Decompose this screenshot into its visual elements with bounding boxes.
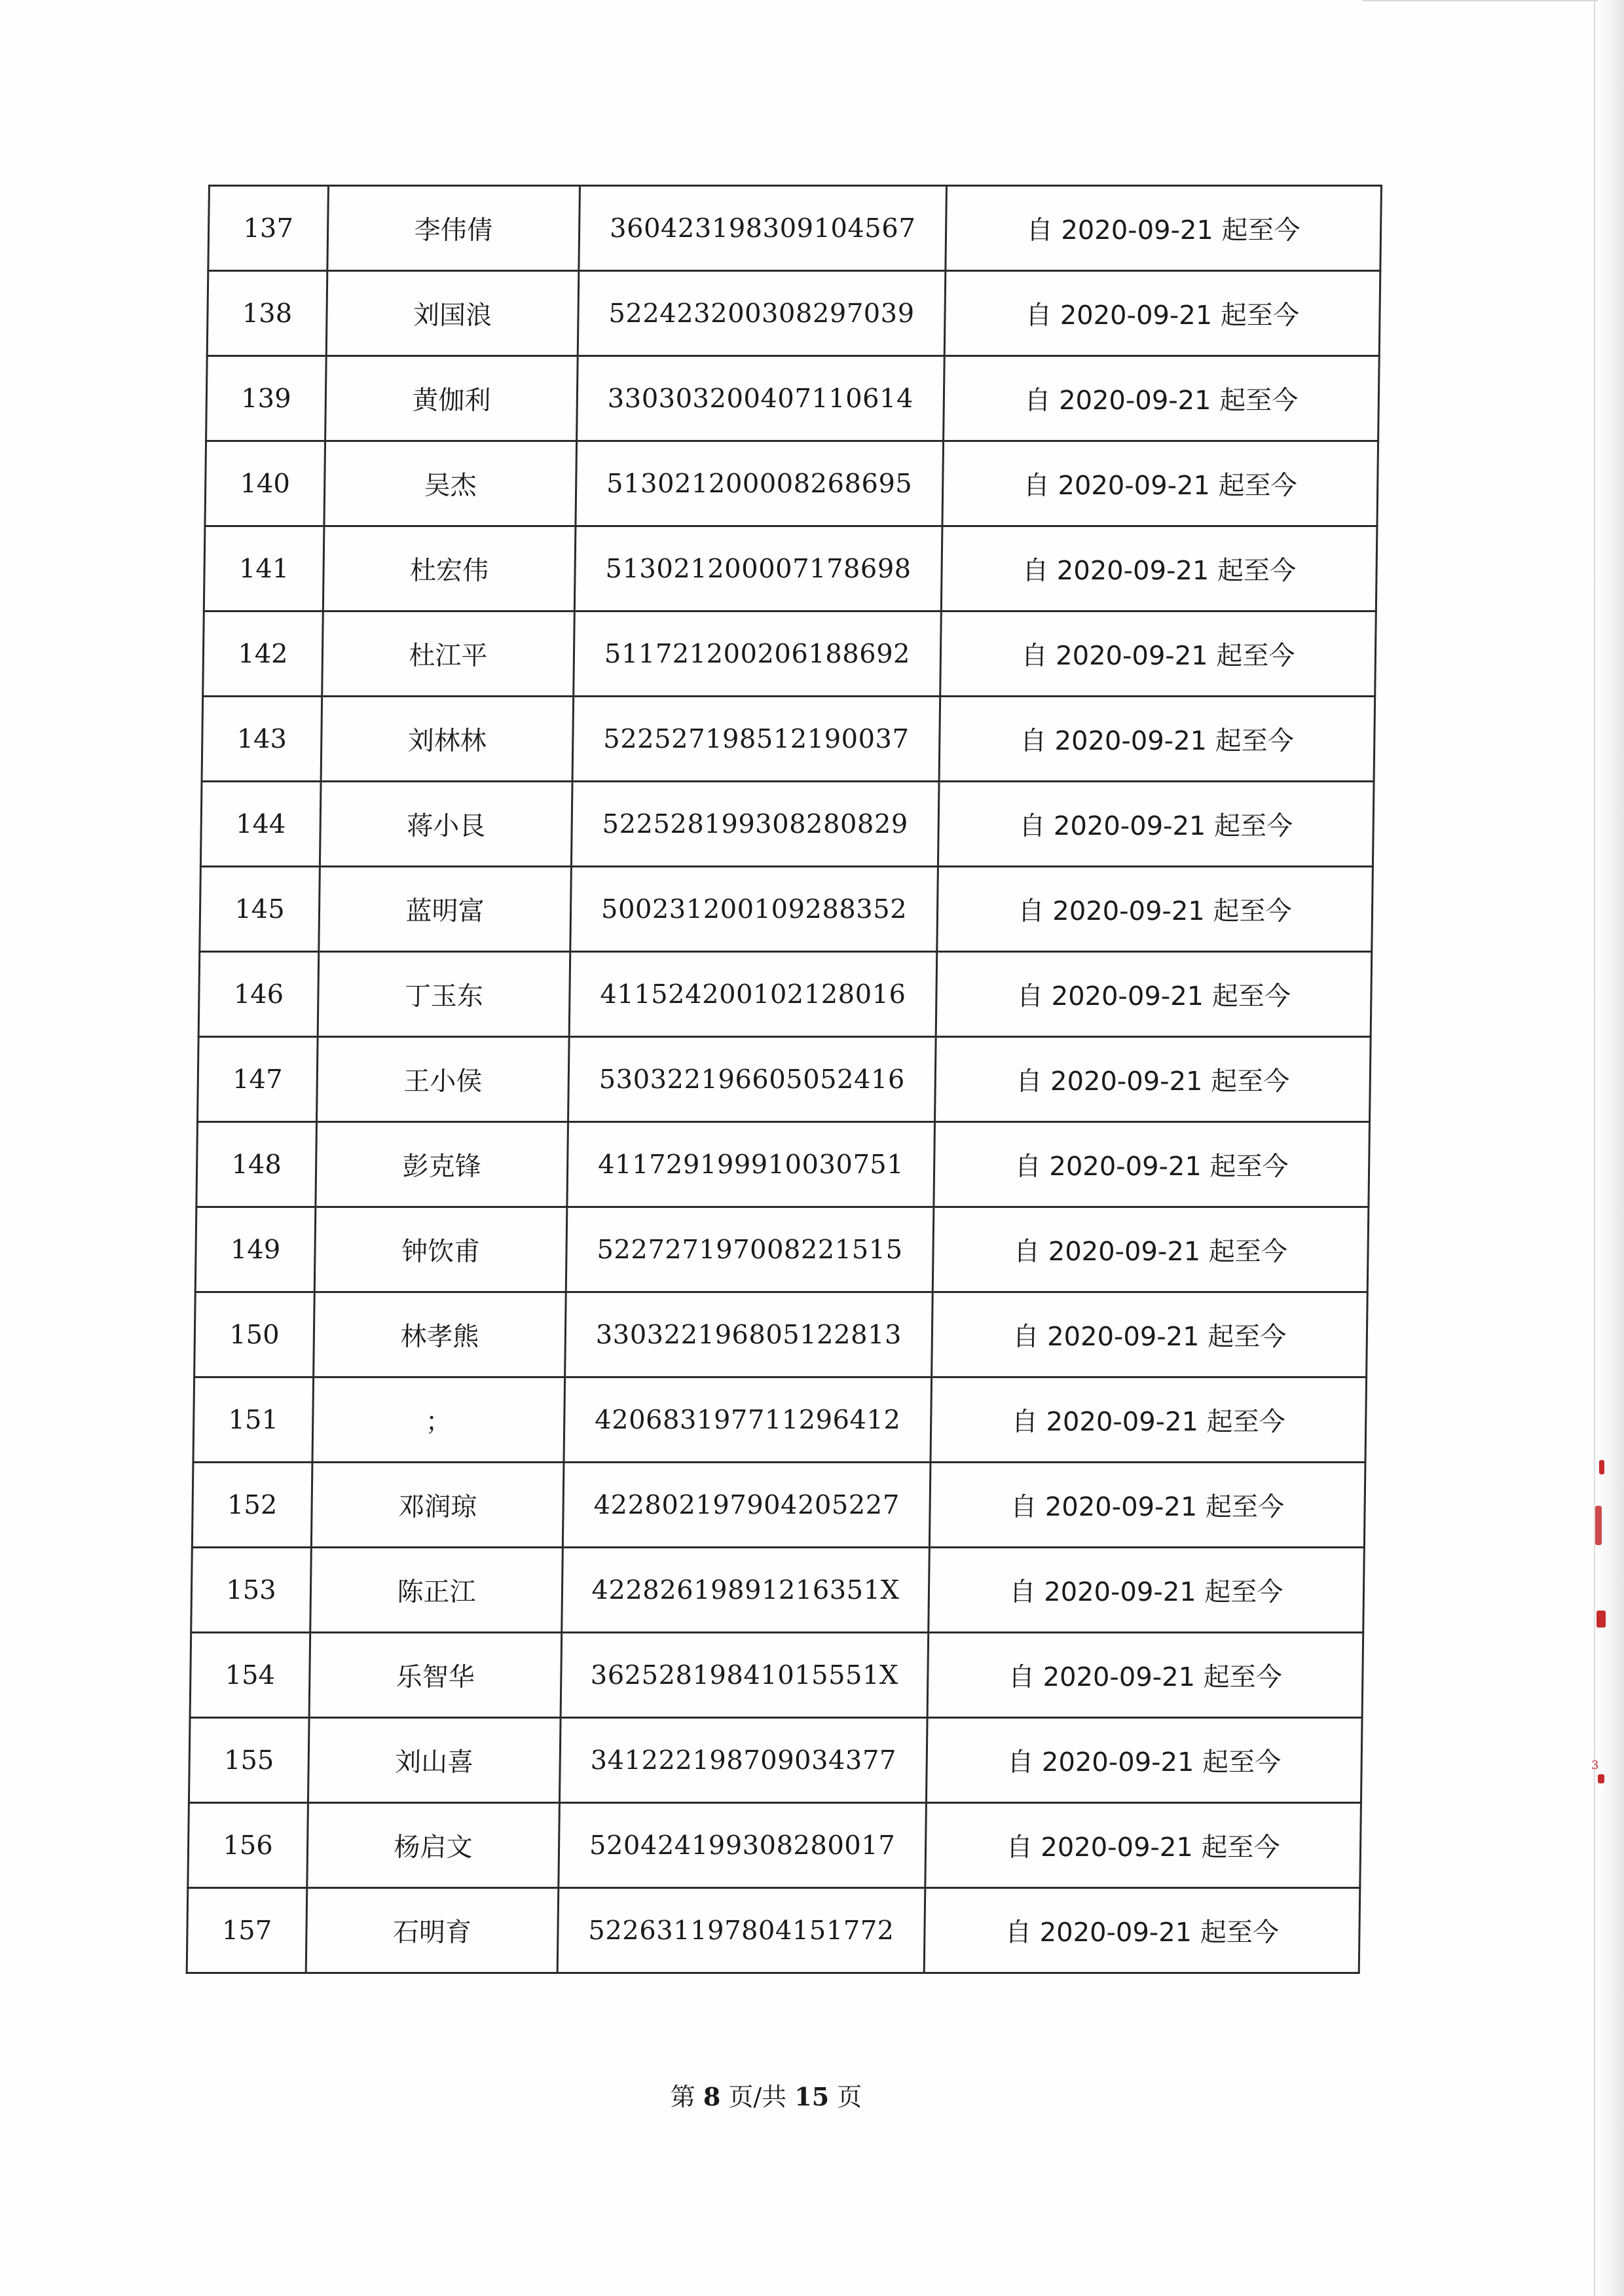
period-cell: 自 2020-09-21 起至今 xyxy=(934,1122,1370,1207)
seal-fragment xyxy=(1595,1506,1602,1545)
table-row xyxy=(196,1122,1370,1207)
table-row xyxy=(190,1633,1363,1718)
table-row xyxy=(200,867,1373,952)
row-number-cell: 138 xyxy=(207,271,327,356)
table-row xyxy=(207,271,1380,356)
period-cell: 自 2020-09-21 起至今 xyxy=(924,1888,1360,1973)
period-cell: 自 2020-09-21 起至今 xyxy=(925,1803,1361,1888)
period-cell: 自 2020-09-21 起至今 xyxy=(944,271,1380,356)
row-number-cell: 142 xyxy=(203,611,323,697)
period-cell: 自 2020-09-21 起至今 xyxy=(931,1377,1367,1463)
period-cell: 自 2020-09-21 起至今 xyxy=(946,186,1382,271)
seal-fragment xyxy=(1598,1774,1604,1783)
row-number-cell: 147 xyxy=(198,1037,318,1122)
name-cell: 王小侯 xyxy=(317,1037,570,1122)
table-row xyxy=(192,1463,1365,1548)
period-cell: 自 2020-09-21 起至今 xyxy=(929,1463,1365,1548)
table-row xyxy=(203,611,1376,697)
id-number-cell: 341222198709034377 xyxy=(559,1718,927,1803)
footer-prefix: 第 xyxy=(670,2083,695,2111)
period-cell: 自 2020-09-21 起至今 xyxy=(929,1548,1365,1633)
row-number-cell: 155 xyxy=(189,1718,309,1803)
name-cell: 李伟倩 xyxy=(327,186,580,271)
name-cell: 蓝明富 xyxy=(319,867,572,952)
id-number-cell: 513021200007178698 xyxy=(574,526,942,611)
row-number-cell: 153 xyxy=(191,1548,312,1633)
name-cell: 邓润琼 xyxy=(311,1463,564,1548)
name-cell: 吴杰 xyxy=(324,441,577,526)
name-cell: 林孝熊 xyxy=(314,1292,566,1377)
id-number-cell: 513021200008268695 xyxy=(576,441,944,526)
name-cell: 钟饮甫 xyxy=(314,1207,567,1292)
name-cell: 黄伽利 xyxy=(325,356,578,441)
row-number-cell: 137 xyxy=(208,186,329,271)
table-row xyxy=(189,1718,1362,1803)
period-cell: 自 2020-09-21 起至今 xyxy=(944,356,1380,441)
row-number-cell: 149 xyxy=(195,1207,316,1292)
id-number-cell: 522727197008221515 xyxy=(566,1207,934,1292)
id-number-cell: 360423198309104567 xyxy=(579,186,947,271)
name-cell: 杜宏伟 xyxy=(323,526,576,611)
name-cell: 刘林林 xyxy=(321,697,574,782)
id-number-cell: 522423200308297039 xyxy=(578,271,946,356)
name-cell: 蒋小艮 xyxy=(320,782,572,867)
row-number-cell: 145 xyxy=(200,867,320,952)
personnel-table xyxy=(186,185,1382,1974)
table-row xyxy=(188,1803,1361,1888)
table-row xyxy=(198,952,1372,1037)
id-number-cell: 520424199308280017 xyxy=(559,1803,927,1888)
table-row xyxy=(206,356,1380,441)
period-cell: 自 2020-09-21 起至今 xyxy=(932,1207,1369,1292)
period-cell: 自 2020-09-21 起至今 xyxy=(935,1037,1371,1122)
period-cell: 自 2020-09-21 起至今 xyxy=(940,611,1376,697)
row-number-cell: 152 xyxy=(192,1463,312,1548)
id-number-cell: 530322196605052416 xyxy=(568,1037,936,1122)
scan-edge-shadow xyxy=(1598,0,1624,2296)
id-number-cell: 330303200407110614 xyxy=(577,356,945,441)
seal-fragment xyxy=(1599,1460,1604,1474)
period-cell: 自 2020-09-21 起至今 xyxy=(927,1633,1363,1718)
id-number-cell: 330322196805122813 xyxy=(565,1292,933,1377)
id-number-cell: 522527198512190037 xyxy=(572,697,940,782)
row-number-cell: 151 xyxy=(193,1377,314,1463)
table-row xyxy=(208,186,1382,271)
period-cell: 自 2020-09-21 起至今 xyxy=(926,1718,1362,1803)
table-row xyxy=(200,782,1374,867)
period-cell: 自 2020-09-21 起至今 xyxy=(932,1292,1368,1377)
id-number-cell: 420683197711296412 xyxy=(564,1377,932,1463)
id-number-cell: 422802197904205227 xyxy=(563,1463,931,1548)
period-cell: 自 2020-09-21 起至今 xyxy=(938,782,1374,867)
period-cell: 自 2020-09-21 起至今 xyxy=(942,441,1378,526)
table-row xyxy=(202,697,1375,782)
scan-top-line xyxy=(1362,0,1624,1)
id-number-cell: 500231200109288352 xyxy=(570,867,938,952)
row-number-cell: 141 xyxy=(204,526,324,611)
table-row xyxy=(195,1207,1369,1292)
period-cell: 自 2020-09-21 起至今 xyxy=(941,526,1377,611)
row-number-cell: 140 xyxy=(205,441,325,526)
id-number-cell: 36252819841015551X xyxy=(561,1633,929,1718)
footer-suffix: 页 xyxy=(837,2083,862,2111)
personnel-table-body xyxy=(187,186,1381,1973)
row-number-cell: 157 xyxy=(187,1888,307,1973)
table-row xyxy=(193,1377,1367,1463)
name-cell: ； xyxy=(312,1377,565,1463)
row-number-cell: 144 xyxy=(200,782,321,867)
table-row xyxy=(187,1888,1360,1973)
row-number-cell: 150 xyxy=(194,1292,315,1377)
row-number-cell: 154 xyxy=(190,1633,310,1718)
page-footer xyxy=(0,2077,1624,2113)
table-row xyxy=(198,1037,1371,1122)
name-cell: 陈正江 xyxy=(310,1548,563,1633)
row-number-cell: 148 xyxy=(196,1122,317,1207)
row-number-cell: 146 xyxy=(198,952,319,1037)
id-number-cell: 511721200206188692 xyxy=(574,611,942,697)
table-row xyxy=(204,526,1377,611)
id-number-cell: 42282619891216351X xyxy=(562,1548,930,1633)
footer-total-pages: 15 xyxy=(794,2082,830,2111)
name-cell: 杨启文 xyxy=(307,1803,560,1888)
footer-current-page: 8 xyxy=(703,2082,721,2111)
table-row xyxy=(194,1292,1368,1377)
row-number-cell: 139 xyxy=(206,356,327,441)
name-cell: 刘山喜 xyxy=(308,1718,561,1803)
row-number-cell: 143 xyxy=(202,697,322,782)
table-row xyxy=(205,441,1378,526)
name-cell: 石明育 xyxy=(306,1888,559,1973)
name-cell: 丁玉东 xyxy=(318,952,570,1037)
id-number-cell: 522528199308280829 xyxy=(571,782,939,867)
footer-middle: 页/共 xyxy=(728,2083,787,2111)
seal-fragment xyxy=(1596,1611,1606,1628)
name-cell: 刘国浪 xyxy=(326,271,579,356)
scan-edge-line xyxy=(1594,0,1595,2296)
id-number-cell: 411524200102128016 xyxy=(569,952,937,1037)
margin-mark: 3 xyxy=(1591,1758,1599,1772)
period-cell: 自 2020-09-21 起至今 xyxy=(936,952,1372,1037)
id-number-cell: 522631197804151772 xyxy=(557,1888,925,1973)
period-cell: 自 2020-09-21 起至今 xyxy=(937,867,1373,952)
id-number-cell: 411729199910030751 xyxy=(567,1122,935,1207)
name-cell: 彭克锋 xyxy=(316,1122,568,1207)
row-number-cell: 156 xyxy=(188,1803,308,1888)
period-cell: 自 2020-09-21 起至今 xyxy=(939,697,1375,782)
name-cell: 乐智华 xyxy=(309,1633,562,1718)
name-cell: 杜江平 xyxy=(322,611,575,697)
table-row xyxy=(191,1548,1365,1633)
